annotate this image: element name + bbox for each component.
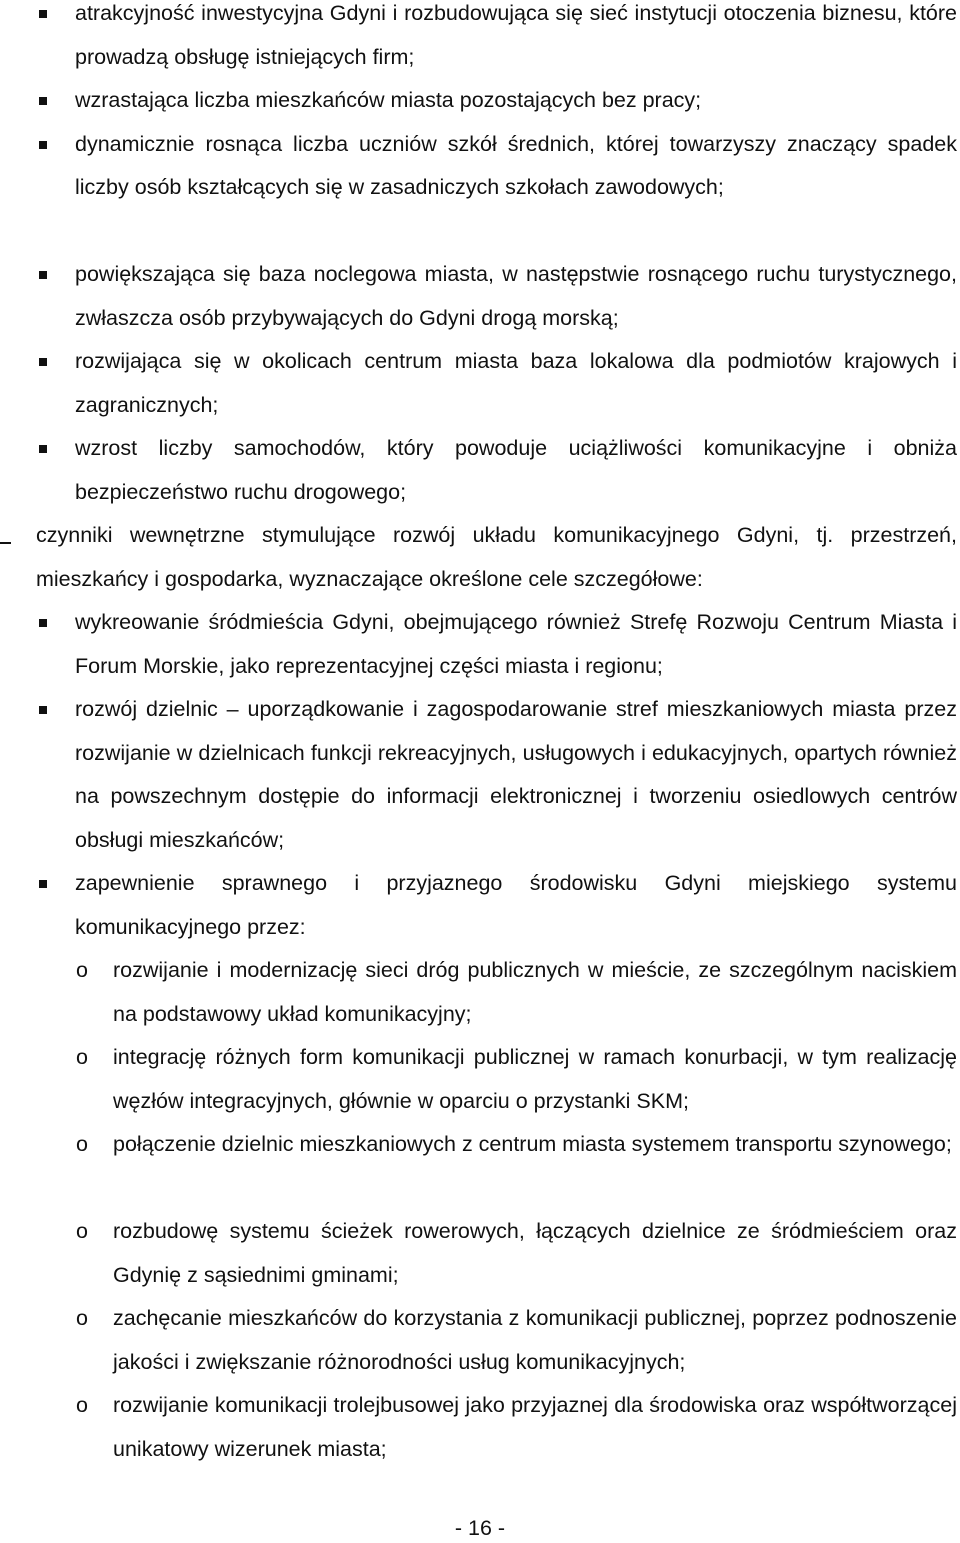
list-item-text: rozwój dzielnic – uporządkowanie i zagospodarowanie stref mieszkaniowych miasta przez rozwijanie w dzielnicach funkcji rekreacyjnych, usługowych i edukacyjnych, opartych również na powszechnym dostępie do informacji elektronicznej i tworzeniu osiedlowych centrów obsługi mieszkańców; [75, 697, 957, 852]
square-bullet-icon [39, 10, 47, 18]
square-bullet-icon [39, 97, 47, 105]
page-number: - 16 - [454, 1516, 506, 1540]
list-item-text: wzrost liczby samochodów, który powoduje uciążliwości komunikacyjne i obniża bezpieczeństwo ruchu drogowego; [75, 436, 957, 504]
circle-bullet-marker: o [76, 1393, 88, 1417]
dash-icon [0, 542, 11, 544]
circle-bullet-marker: o [76, 1045, 88, 1069]
square-bullet-icon [39, 141, 47, 149]
list-item-text: rozwijająca się w okolicach centrum miasta baza lokalowa dla podmiotów krajowych i zagranicznych; [75, 349, 957, 417]
list-item-text: czynniki wewnętrzne stymulujące rozwój układu komunikacyjnego Gdyni, tj. przestrzeń, mieszkańcy i gospodarka, wyznaczające określone cele szczegółowe: [36, 523, 957, 591]
list-item-text: wykreowanie śródmieścia Gdyni, obejmującego również Strefę Rozwoju Centrum Miasta i Forum Morskie, jako reprezentacyjnej części miasta i regionu; [75, 610, 957, 678]
list-item-text: dynamicznie rosnąca liczba uczniów szkół średnich, której towarzyszy znaczący spadek liczby osób kształcących się w zasadniczych szkołach zawodowych; [75, 131, 957, 199]
square-bullet-icon [39, 445, 47, 453]
list-item-text: wzrastająca liczba mieszkańców miasta pozostających bez pracy; [75, 88, 702, 112]
circle-bullet-marker: o [76, 958, 88, 982]
list-item-text: rozwijanie komunikacji trolejbusowej jako przyjaznej dla środowiska oraz współtworzącej unikatowy wizerunek miasta; [113, 1393, 957, 1461]
list-item-text: zachęcanie mieszkańców do korzystania z komunikacji publicznej, poprzez podnoszenie jakości i zwiększanie różnorodności usług komunikacyjnych; [113, 1306, 957, 1374]
square-bullet-icon [39, 706, 47, 714]
circle-bullet-marker: o [76, 1219, 88, 1243]
list-item-text: powiększająca się baza noclegowa miasta, w następstwie rosnącego ruchu turystycznego, zwłaszcza osób przybywających do Gdyni drogą morską; [75, 262, 957, 330]
list-item-text: atrakcyjność inwestycyjna Gdyni i rozbudowująca się sieć instytucji otoczenia biznesu, które prowadzą obsługę istniejących firm; [75, 1, 957, 69]
list-item-text: integrację różnych form komunikacji publicznej w ramach konurbacji, w tym realizację węzłów integracyjnych, głównie w oparciu o przystanki SKM; [113, 1045, 957, 1113]
circle-bullet-marker: o [76, 1132, 88, 1156]
list-item-text: rozwijanie i modernizację sieci dróg publicznych w mieście, ze szczególnym naciskiem na podstawowy układ komunikacyjny; [113, 958, 957, 1026]
list-item-text: zapewnienie sprawnego i przyjaznego środowisku Gdyni miejskiego systemu komunikacyjnego przez: [75, 871, 957, 939]
square-bullet-icon [39, 880, 47, 888]
list-item-text: rozbudowę systemu ścieżek rowerowych, łączących dzielnice ze śródmieściem oraz Gdynię z sąsiednimi gminami; [113, 1219, 957, 1287]
square-bullet-icon [39, 358, 47, 366]
list-item-text: połączenie dzielnic mieszkaniowych z centrum miasta systemem transportu szynowego; [113, 1132, 952, 1156]
circle-bullet-marker: o [76, 1306, 88, 1330]
square-bullet-icon [39, 271, 47, 279]
square-bullet-icon [39, 619, 47, 627]
